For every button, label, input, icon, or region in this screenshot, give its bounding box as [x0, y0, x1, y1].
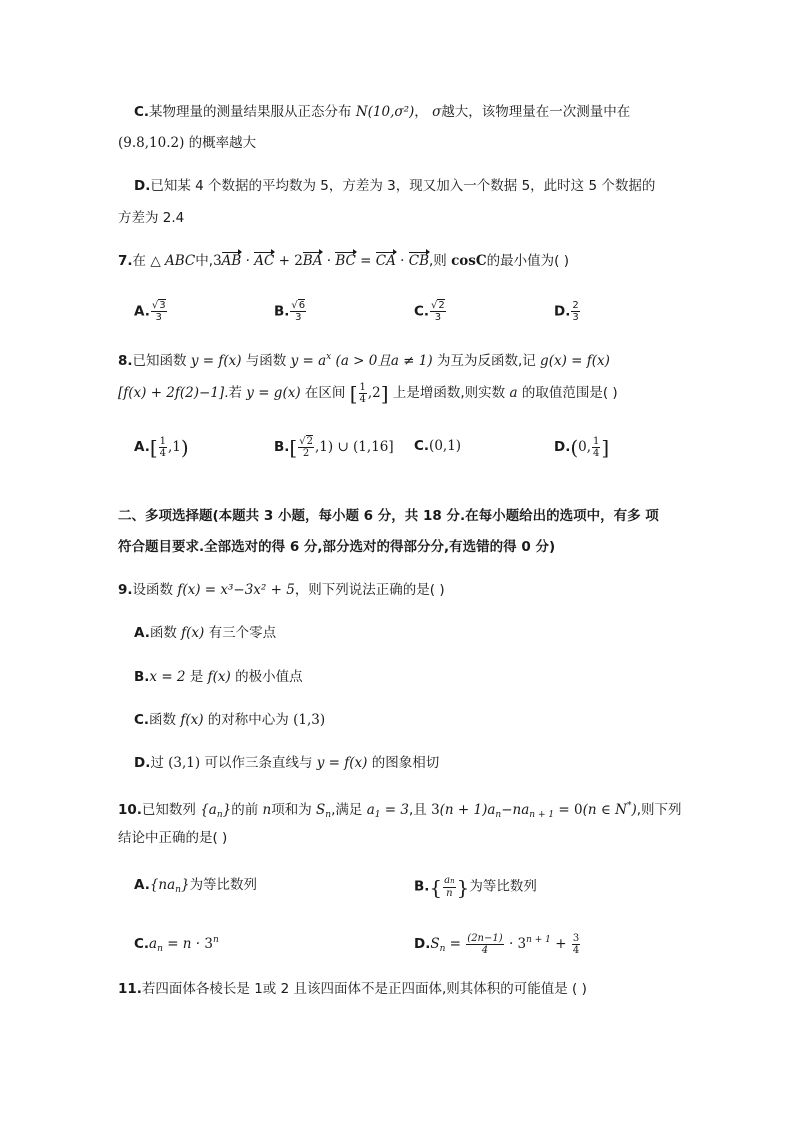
fraction: $\frac{√3}{3}$ [151, 300, 166, 323]
math-option-c: $a_n = n \cdot 3^n$ [149, 935, 219, 954]
math-interval: [ $\frac{1}{4}$ ,2] [349, 381, 389, 406]
question-text: 若四面体各棱长是 1或 2 且该四面体不是正四面体,则其体积的可能值是 ( ) [141, 981, 587, 997]
question-text: 在 △ [132, 253, 161, 269]
math-cos: cosC [451, 253, 487, 269]
q6-option-d-cont [118, 208, 184, 228]
question-8 [118, 347, 610, 371]
question-text: 中, [195, 253, 214, 269]
math-gy: y = g(x) [246, 385, 301, 401]
option-text: 函数 [149, 625, 177, 641]
math-f: y = f(x) [316, 755, 368, 771]
option-text: 的对称中心为 [207, 712, 289, 728]
question-text: ，则下列说法正确的是( ) [294, 582, 445, 598]
q10-option-a [134, 875, 257, 900]
question-text: 结论中正确的是( ) [118, 830, 228, 846]
math-option-b: { $\frac{an}{n}$ } [429, 875, 470, 899]
option-label: C. [414, 303, 430, 320]
option-label: C. [414, 438, 430, 454]
option-label: B. [274, 303, 290, 320]
question-text: 已知数列 [141, 802, 196, 818]
option-label: C. [134, 936, 150, 952]
q10-option-c [134, 930, 219, 959]
q7-option-b [274, 300, 307, 323]
math-interval: (9.8,10.2) [118, 135, 185, 151]
math-g: g(x) = f(x) [540, 353, 610, 369]
question-10-cont [118, 828, 227, 848]
section-text: 符合题目要求.全部选对的得 6 分,部分选对的得部分分,有选错的得 0 分) [118, 539, 556, 555]
fraction: $\frac{2}{3}$ [572, 300, 579, 323]
question-7 [118, 251, 569, 271]
option-text: 的图象相切 [371, 755, 440, 771]
math-option-c: (0,1) [429, 438, 462, 454]
question-11 [118, 979, 587, 999]
option-text: 的极小值点 [235, 669, 303, 685]
option-text: 有三个零点 [208, 625, 277, 641]
math-option-a: $\{na_n\}$ [149, 877, 190, 895]
math-f: f(x) [207, 669, 231, 685]
option-text: 越大，该物理量在一次测量中在 [441, 104, 631, 120]
option-label: B. [414, 878, 430, 895]
question-number: 9. [118, 582, 133, 598]
q7-option-a [134, 300, 168, 323]
option-label: B. [134, 669, 150, 685]
question-9 [118, 580, 445, 600]
question-text: 上是增函数,则实数 [392, 385, 506, 401]
math-recurrence: $3(n + 1)a_n-na_{n + 1} = 0(n$ ∈ N*) [431, 801, 637, 820]
math-option-a: [ $\frac{1}{4}$ ,1) [149, 435, 189, 460]
question-number: 8. [118, 353, 133, 369]
option-label: D. [414, 936, 431, 952]
q9-option-b [134, 667, 303, 687]
question-text: 的最小值为( ) [486, 253, 569, 269]
q8-option-d [554, 436, 609, 459]
q9-option-a [134, 623, 276, 643]
question-text: 在区间 [304, 385, 346, 401]
math-function: f(x) = x³−3x² + 5 [177, 582, 295, 598]
question-10 [118, 796, 682, 825]
question-number: 11. [118, 981, 142, 997]
math-initial: $a_1 = 3$ [366, 802, 409, 820]
question-number: 7. [118, 253, 133, 269]
math-x: x = 2 [149, 669, 186, 685]
fraction: $\frac{√6}{3}$ [291, 300, 306, 323]
section-2-header [118, 506, 659, 526]
option-text: 的概率越大 [188, 135, 257, 151]
math-vector-equation: 3AB · AC + 2BA · BC = CA · CB [213, 253, 429, 269]
q6-option-d [134, 176, 655, 196]
math-option-d: $S_n$ = $\frac{(2n-1)}{4}$ · $3^{n + 1}$ + $\frac{3}{4}$ [430, 933, 580, 956]
question-text: 的取值范围是( ) [521, 385, 618, 401]
math-option-b: [ $\frac{√2}{2}$ ,1) ∪ (1,16] [289, 435, 394, 460]
question-text: 的前 [231, 802, 259, 818]
option-label: A. [134, 439, 150, 455]
math-f1: y = f(x) [190, 353, 242, 369]
q10-option-d [414, 930, 581, 959]
option-text: 方差为 2.4 [118, 210, 185, 226]
question-text: ,则 [428, 253, 452, 269]
question-text: .若 [224, 385, 242, 401]
question-text: 为互为反函数,记 [436, 353, 536, 369]
q7-option-d [554, 300, 581, 323]
math-condition: (a > 0且a ≠ 1) [335, 353, 433, 369]
q6-option-c-cont [118, 133, 256, 153]
option-text: 已知某 4 个数据的平均数为 5，方差为 3，现又加入一个数据 5，此时这 5 个数据的 [150, 178, 656, 194]
option-label: C. [134, 104, 150, 120]
comma: ， [414, 104, 428, 120]
math-f: f(x) [180, 712, 204, 728]
option-label: A. [134, 877, 150, 893]
question-text: 项和为 [271, 802, 312, 818]
option-text: 过 [150, 755, 164, 771]
math-option-d: (0, $\frac{1}{4}$ ] [570, 435, 610, 460]
option-label: A. [134, 303, 150, 320]
math-distribution: N(10,σ²) [355, 104, 415, 120]
math-f2: y = a [290, 353, 327, 369]
question-8-cont [118, 382, 618, 405]
math-a: a [509, 385, 518, 401]
math-f2-exponent: x [326, 352, 332, 362]
option-text: 为等比数列 [189, 877, 258, 893]
q6-option-c [134, 102, 630, 122]
math-sigma: σ [432, 104, 442, 120]
option-label: B. [274, 439, 290, 455]
question-text: 设函数 [132, 582, 174, 598]
option-text: 某物理量的测量结果服从正态分布 [149, 104, 352, 120]
section-text: 二、多项选择题(本题共 3 小题，每小题 6 分，共 18 分.在每小题给出的选项中，有多 项 [118, 508, 659, 524]
math-expression: [f(x) + 2f(2)−1] [118, 385, 225, 401]
math-sum: $S_n$ [316, 802, 332, 820]
math-point: (3,1) [168, 755, 201, 771]
option-text: 为等比数列 [469, 878, 537, 895]
math-n: n [262, 802, 272, 818]
option-label: A. [134, 625, 150, 641]
option-label: D. [554, 439, 571, 455]
option-text: 可以作三条直线与 [204, 755, 313, 771]
section-2-header-cont [118, 537, 555, 557]
question-number: 10. [118, 802, 142, 818]
question-text: ,则下列 [636, 802, 682, 818]
option-label: D. [134, 755, 151, 771]
option-text: 函数 [149, 712, 177, 728]
math-sequence: $\{a_n\}$ [200, 802, 232, 820]
question-text: ,且 [408, 802, 427, 818]
q9-option-c [134, 710, 325, 730]
math-f: f(x) [181, 625, 205, 641]
option-label: D. [554, 303, 571, 320]
fraction: $\frac{√2}{3}$ [431, 300, 445, 323]
q7-option-c [414, 300, 447, 323]
q10-option-b [414, 875, 537, 899]
q8-option-a [134, 436, 189, 459]
question-text: 已知函数 [132, 353, 187, 369]
question-text: ,满足 [331, 802, 363, 818]
option-label: C. [134, 712, 150, 728]
q9-option-d [134, 753, 439, 773]
q8-option-b [274, 436, 394, 459]
question-text: 与函数 [245, 353, 287, 369]
option-label: D. [134, 178, 151, 194]
math-triangle: ABC [165, 253, 196, 269]
math-point: (1,3) [293, 712, 326, 728]
option-text: 是 [189, 669, 204, 685]
q8-option-c [414, 436, 461, 456]
